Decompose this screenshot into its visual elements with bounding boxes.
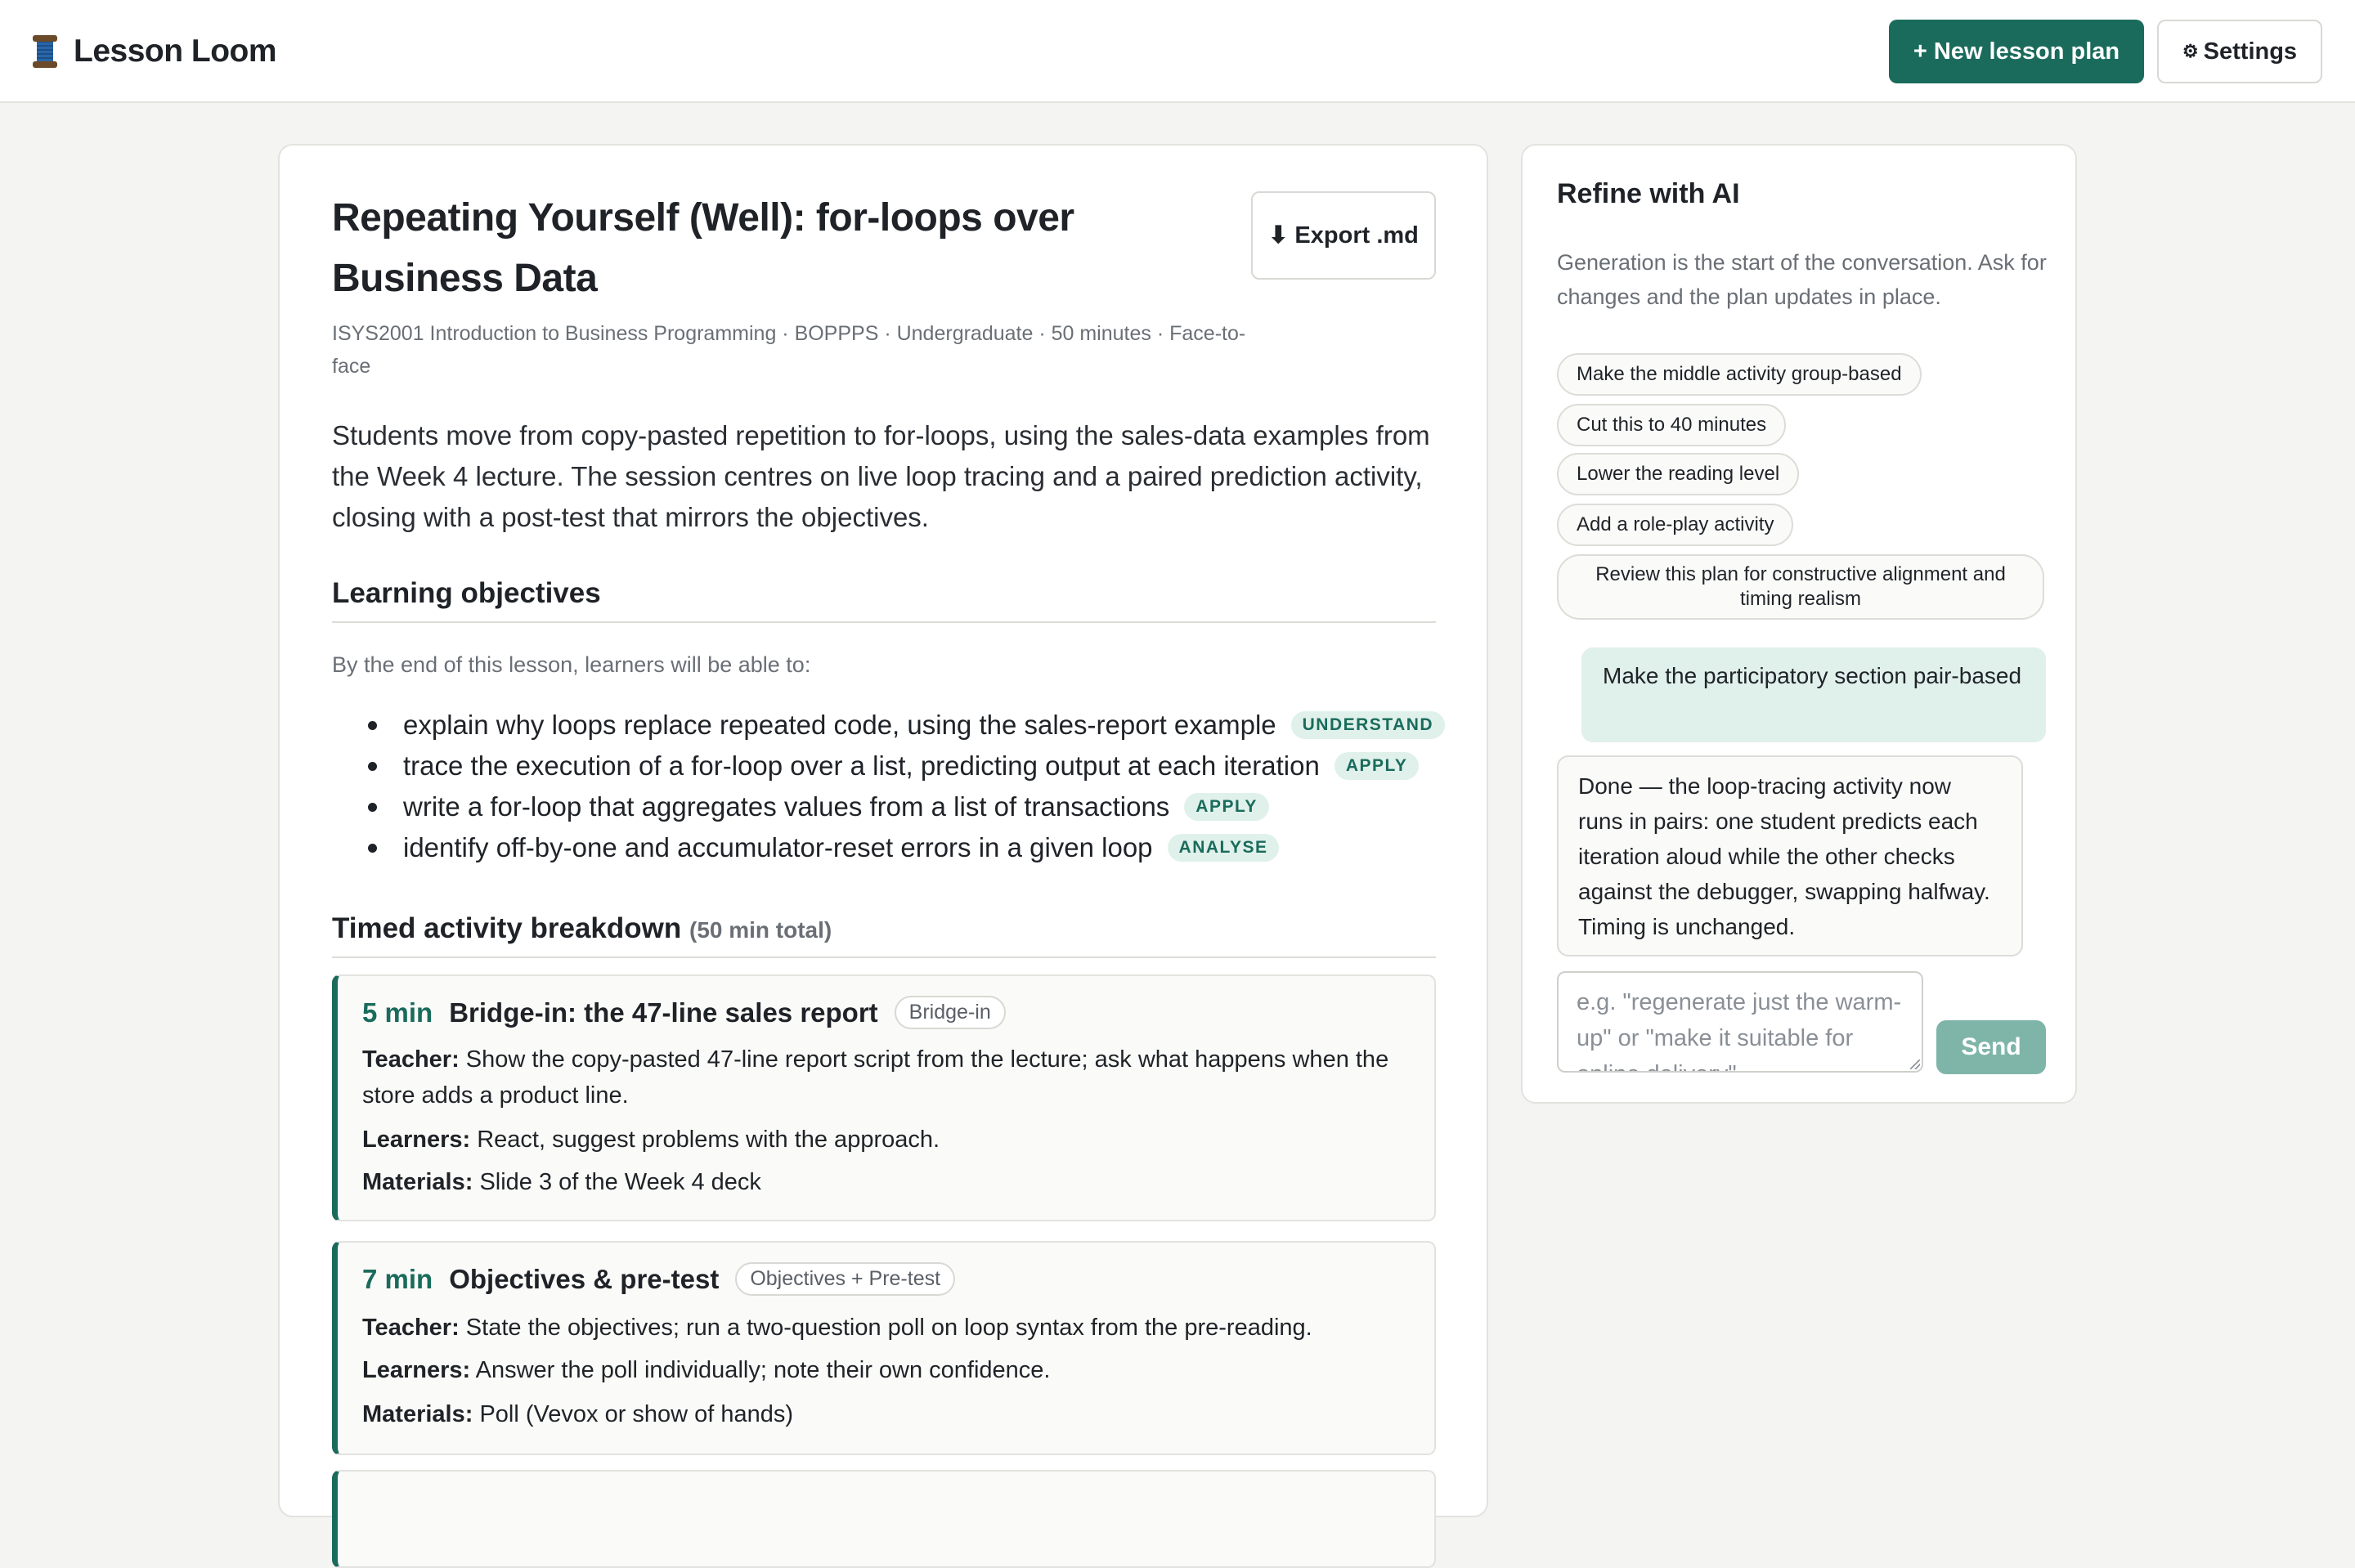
user-message: Make the participatory section pair-based bbox=[1581, 647, 2046, 742]
bloom-level-badge: APPLY bbox=[1334, 752, 1420, 780]
bloom-level-badge: APPLY bbox=[1184, 793, 1269, 821]
activity-teacher bbox=[362, 1310, 1417, 1346]
teacher-label: Teacher: bbox=[362, 1315, 460, 1341]
breakdown-heading bbox=[332, 912, 1436, 958]
breakdown-total: (50 min total) bbox=[689, 917, 832, 943]
activity-phase-tag: Objectives + Pre-test bbox=[735, 1262, 955, 1296]
learners-label: Learners: bbox=[362, 1127, 471, 1153]
lesson-plan-card bbox=[278, 144, 1488, 1517]
refine-input[interactable] bbox=[1557, 971, 1923, 1073]
bullet bbox=[368, 721, 377, 730]
teacher-text: State the objectives; run a two-question poll on loop syntax from the pre-reading. bbox=[465, 1315, 1312, 1341]
materials-text: Poll (Vevox or show of hands) bbox=[479, 1401, 794, 1427]
activity-title: Objectives & pre-test bbox=[449, 1263, 720, 1294]
activity-card bbox=[332, 1241, 1436, 1455]
materials-label: Materials: bbox=[362, 1169, 473, 1195]
bullet bbox=[368, 762, 377, 771]
activity-teacher bbox=[362, 1042, 1417, 1113]
plan-summary: Students move from copy-pasted repetition to for-loops, using the sales-data examples from the Week 4 lecture. The session centres on live loop tracing and a paired prediction activity, closing with a post-test that mirrors the objectives. bbox=[332, 420, 1430, 532]
suggestion-chip[interactable]: Add a role-play activity bbox=[1557, 504, 1793, 546]
settings-button[interactable] bbox=[2157, 20, 2322, 83]
refine-with-ai-panel bbox=[1521, 144, 2077, 1104]
activity-card bbox=[332, 1470, 1436, 1568]
learners-text: Answer the poll individually; note their own confidence. bbox=[475, 1357, 1051, 1383]
objective-text: write a for-loop that aggregates values from a list of transactions bbox=[403, 791, 1170, 822]
objective-text: explain why loops replace repeated code, using the sales-report example bbox=[403, 710, 1276, 740]
activity-title: Bridge-in: the 47-line sales report bbox=[449, 997, 878, 1028]
bullet bbox=[368, 803, 377, 812]
brand[interactable] bbox=[33, 29, 276, 74]
activity-learners bbox=[362, 1122, 1417, 1158]
top-bar bbox=[0, 0, 2355, 103]
objective-item bbox=[332, 791, 1269, 822]
bullet bbox=[368, 844, 377, 853]
gear-icon: ⚙ bbox=[2182, 41, 2199, 61]
objectives-heading bbox=[332, 577, 1436, 623]
activity-materials bbox=[362, 1396, 1417, 1432]
plan-meta: ISYS2001 Introduction to Business Programming · BOPPPS · Undergraduate · 50 minutes · Face-to-face bbox=[332, 322, 1246, 378]
bloom-level-badge: ANALYSE bbox=[1168, 834, 1280, 862]
suggestion-chip[interactable]: Make the middle activity group-based bbox=[1557, 353, 1922, 396]
materials-label: Materials: bbox=[362, 1401, 473, 1427]
objectives-intro: By the end of this lesson, learners will be able to: bbox=[332, 652, 811, 677]
plan-title: Repeating Yourself (Well): for-loops over Business Data bbox=[332, 196, 1074, 300]
learners-text: React, suggest problems with the approach. bbox=[477, 1127, 940, 1153]
materials-text: Slide 3 of the Week 4 deck bbox=[479, 1169, 761, 1195]
objective-item bbox=[332, 750, 1419, 782]
activity-phase-tag: Bridge-in bbox=[895, 996, 1006, 1029]
activity-duration: 7 min bbox=[362, 1263, 433, 1294]
new-lesson-plan-button[interactable]: + New lesson plan bbox=[1889, 20, 2144, 83]
resize-handle-icon[interactable] bbox=[1910, 1060, 1920, 1069]
send-button[interactable]: Send bbox=[1936, 1020, 2046, 1074]
suggestion-chip[interactable]: Review this plan for constructive alignment and timing realism bbox=[1557, 554, 2044, 620]
activity-header bbox=[362, 996, 1006, 1029]
objective-item bbox=[332, 710, 1445, 741]
refine-title: Refine with AI bbox=[1557, 178, 1740, 209]
objectives-heading-text: Learning objectives bbox=[332, 577, 601, 609]
activity-header bbox=[362, 1262, 955, 1296]
activity-duration: 5 min bbox=[362, 997, 433, 1028]
suggestion-chip[interactable]: Cut this to 40 minutes bbox=[1557, 404, 1786, 446]
teacher-label: Teacher: bbox=[362, 1046, 460, 1073]
export-md-button[interactable]: ⬇ Export .md bbox=[1251, 191, 1436, 280]
activity-learners bbox=[362, 1352, 1417, 1388]
refine-description: Generation is the start of the conversation. Ask for changes and the plan updates in place. bbox=[1557, 250, 2047, 309]
activity-materials bbox=[362, 1164, 1417, 1200]
assistant-message: Done — the loop-tracing activity now runs in pairs: one student predicts each iteration aloud while the other checks against the debugger, swapping halfway. Timing is unchanged. bbox=[1557, 755, 2023, 956]
learners-label: Learners: bbox=[362, 1357, 471, 1383]
breakdown-heading-text: Timed activity breakdown bbox=[332, 912, 682, 944]
bloom-level-badge: UNDERSTAND bbox=[1291, 711, 1445, 739]
teacher-text: Show the copy-pasted 47-line report script from the lecture; ask what happens when the store adds a product line. bbox=[362, 1046, 1389, 1109]
objective-item bbox=[332, 832, 1279, 863]
objective-text: trace the execution of a for-loop over a list, predicting output at each iteration bbox=[403, 750, 1320, 781]
spool-icon bbox=[33, 35, 57, 68]
objective-text: identify off-by-one and accumulator-reset errors in a given loop bbox=[403, 832, 1153, 862]
activity-card bbox=[332, 974, 1436, 1221]
settings-label: Settings bbox=[2203, 38, 2298, 65]
suggestion-chip[interactable]: Lower the reading level bbox=[1557, 453, 1799, 495]
app-name: Lesson Loom bbox=[74, 34, 277, 69]
